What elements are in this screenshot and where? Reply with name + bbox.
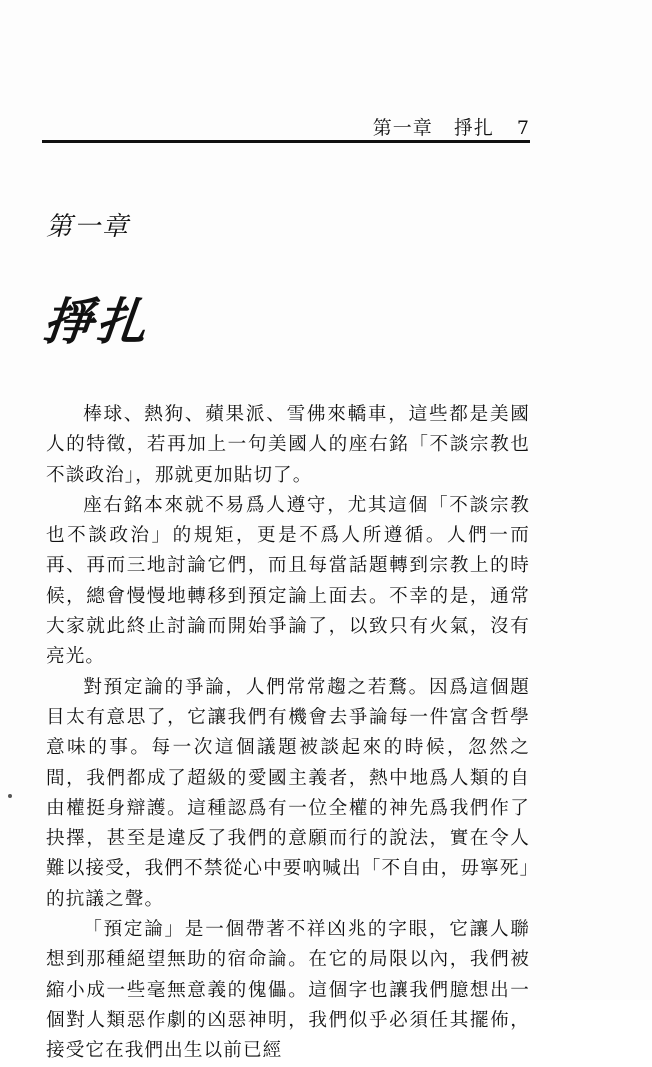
running-header [373,113,530,140]
paragraph: 座右銘本來就不易爲人遵守，尤其這個「不談宗教也不談政治」的規矩，更是不爲人所遵循。人們一而再、再而三地討論它們，而且每當話題轉到宗教上的時候，總會慢慢地轉移到預定論上面去。不幸的是，通常大家就此終止討論而開始爭論了，以致只有火氣，沒有亮光。 [46,494,530,668]
paragraph: 「預定論」是一個帶著不祥凶兆的字眼，它讓人聯想到那種絕望無助的宿命論。在它的局限以內，我們被縮小成一些毫無意義的傀儡。這個字也讓我們臆想出一個對人類惡作劇的凶惡神明，我們似乎必須任其擺佈，接受它在我們出生以前已經 [46,919,530,1062]
chapter-label: 第一章 [46,212,131,242]
header-rule [42,140,530,143]
body-text [46,400,530,1067]
page-number: 7 [516,117,530,139]
running-header-title: 掙扎 [453,117,494,139]
chapter-title: 掙扎 [40,293,153,351]
scan-speck [8,794,12,798]
running-header-chapter: 第一章 [372,117,433,139]
paragraph: 對預定論的爭論，人們常常趨之若鶩。因爲這個題目太有意思了，它讓我們有機會去爭論每一件富含哲學意味的事。每一次這個議題被談起來的時候，忽然之間，我們都成了超級的愛國主義者，熱中地爲人類的自由權挺身辯護。這種認爲有一位全權的神先爲我們作了抉擇，甚至是違反了我們的意願而行的說法，實在令人難以接受，我們不禁從心中要吶喊出「不自由，毋寧死」的抗議之聲。 [46,676,530,910]
paragraph: 棒球、熱狗、蘋果派、雪佛來轎車，這些都是美國人的特徵，若再加上一句美國人的座右銘「不談宗教也不談政治」，那就更加貼切了。 [46,404,530,486]
